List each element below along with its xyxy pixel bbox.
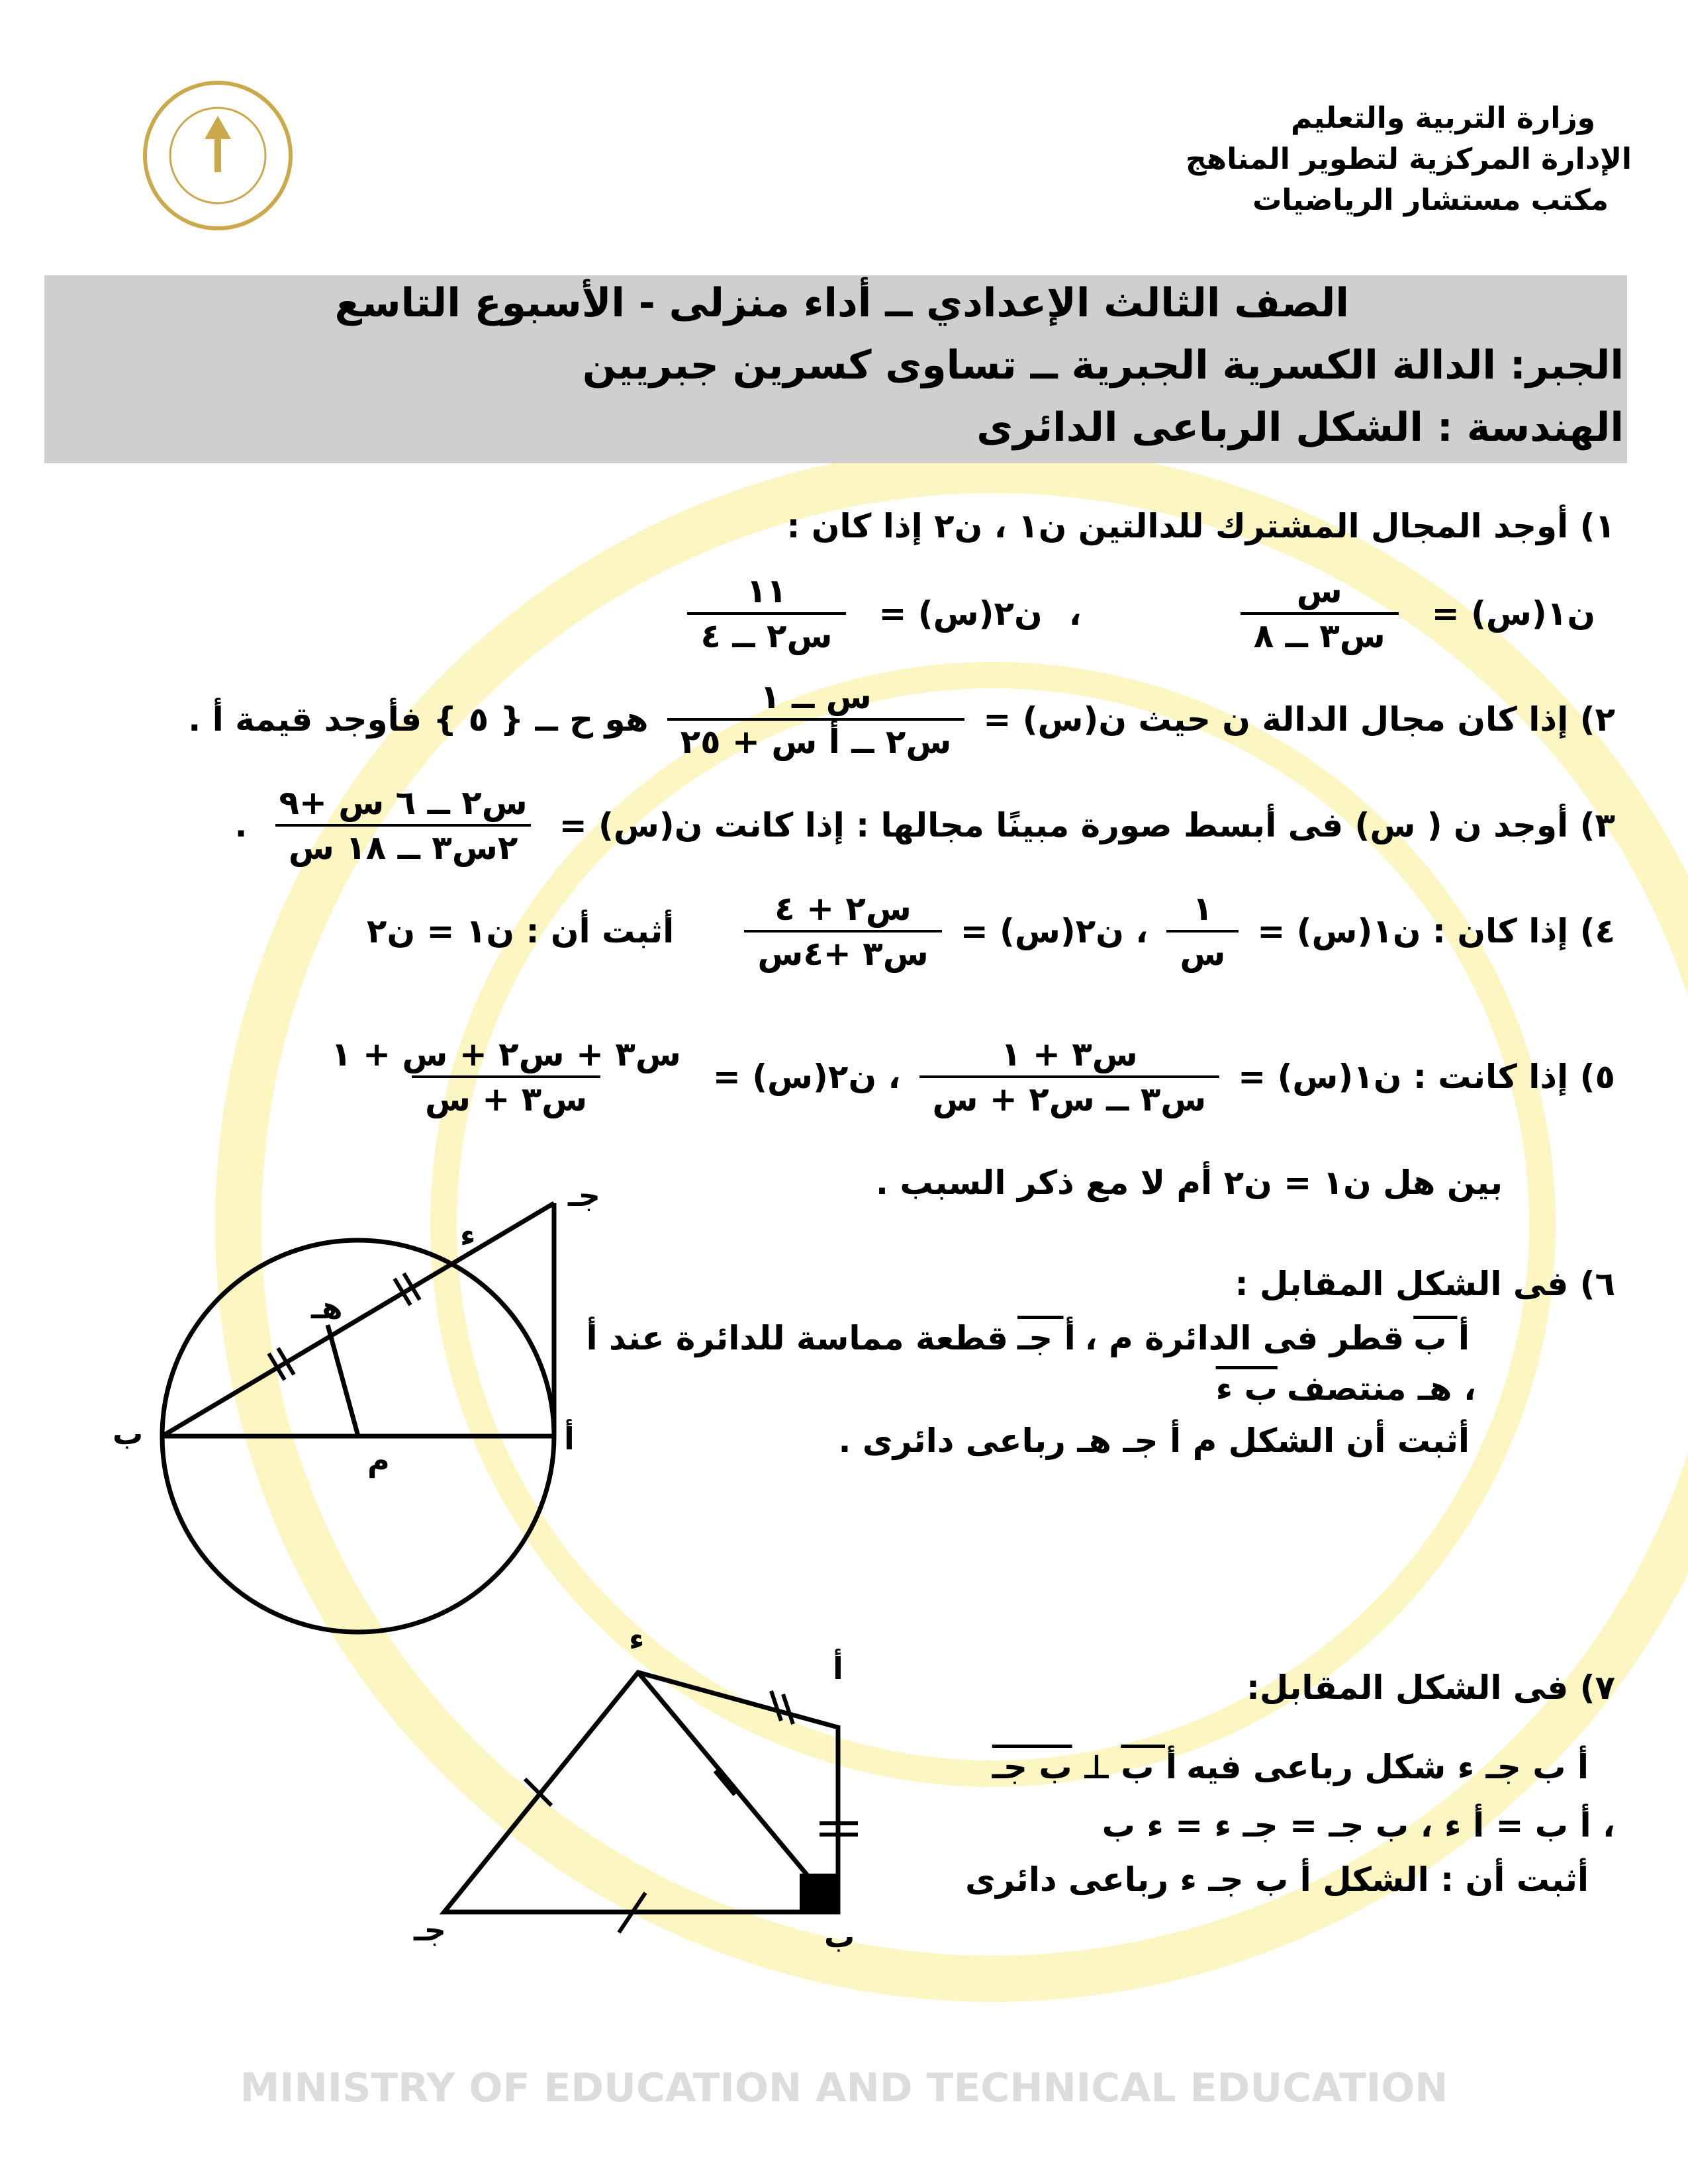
label-b: ب: [113, 1416, 144, 1451]
q6-title: ٦) فى الشكل المقابل :: [1235, 1265, 1615, 1303]
q6-line2: [1216, 1369, 1476, 1408]
q6-l1-text2: قطعة مماسة للدائرة عند أ: [586, 1319, 1009, 1357]
q5-pre: ٥) إذا كانت : ن١(س) =: [1238, 1058, 1615, 1096]
denominator: س٣ ــ س٢ + س: [919, 1075, 1220, 1118]
denominator: س٢ ــ ٤: [687, 612, 845, 655]
numerator: ١١: [746, 572, 787, 610]
numerator: س ــ ١: [760, 678, 872, 716]
q7-l1-text: أ ب جـ ء شكل رباعى فيه: [1186, 1748, 1589, 1786]
numerator: س: [1296, 572, 1342, 610]
segment-ac: أ جـ: [1017, 1319, 1076, 1357]
banner-algebra: الجبر: الدالة الكسرية الجبرية ــ تساوى كسرين جبريين: [582, 342, 1624, 388]
banner-geometry: الهندسة : الشكل الرباعى الدائرى: [976, 404, 1624, 451]
q7-title: ٧) فى الشكل المقابل:: [1246, 1668, 1615, 1707]
q4-mid: ، ن٢(س) =: [960, 912, 1149, 950]
q6-line3: [839, 1421, 1470, 1461]
numerator: س٣ + ١: [1001, 1035, 1138, 1073]
q2-pre: ٢) إذا كان مجال الدالة ن حيث ن(س) =: [983, 700, 1615, 739]
q1-separator: ،: [1068, 594, 1082, 633]
q5-line2-text: بين هل ن١ = ن٢ أم لا مع ذكر السبب .: [876, 1163, 1503, 1202]
figure-quadrilateral: [0, 0, 927, 1985]
q1-f2-lhs: ن٢(س) =: [878, 594, 1043, 633]
label-c: جـ: [414, 1912, 446, 1948]
q7-line3: [965, 1860, 1589, 1899]
label-b: ب: [824, 1919, 855, 1954]
q6-l3-text: أثبت أن الشكل م أ جـ هـ رباعى دائرى .: [838, 1422, 1470, 1460]
label-d: ء: [629, 1621, 645, 1657]
q4-pre: ٤) إذا كان : ن١(س) =: [1257, 912, 1615, 950]
q3-pre: ٣) أوجد ن ( س) فى أبسط صورة مبينًا مجالها : إذا كانت ن(س) =: [559, 806, 1615, 844]
q5-line2: [876, 1163, 1503, 1203]
denominator: س٣ ــ ٨: [1241, 612, 1399, 655]
q7-l3-text: أثبت أن : الشكل أ ب جـ ء رباعى دائرى: [965, 1860, 1589, 1899]
denominator: س: [1166, 930, 1239, 972]
label-m: م: [367, 1442, 390, 1478]
segment-bc: ب جـ: [992, 1748, 1072, 1786]
q5-f1-fraction: [919, 1036, 1220, 1118]
numerator: س٣ + س٢ + س + ١: [331, 1035, 681, 1073]
q6-l1-text: قطر فى الدائرة م ،: [1084, 1319, 1405, 1357]
denominator: س٣ +٤س: [744, 930, 941, 972]
denominator: س٢ ــ أ س + ٢٥: [667, 718, 965, 760]
q6-l2-text: ، هـ منتصف: [1286, 1369, 1476, 1408]
segment-bd: ب ء: [1215, 1369, 1278, 1408]
denominator: س٣ + س: [412, 1075, 600, 1118]
ministry-name: وزارة التربية والتعليم: [1291, 101, 1595, 135]
label-a: أ: [564, 1421, 575, 1457]
segment-ab: أ ب: [1121, 1748, 1178, 1786]
denominator: ٢س٣ ــ ١٨ س: [275, 824, 532, 866]
label-e: هـ: [311, 1290, 343, 1326]
label-a: أ: [833, 1651, 843, 1686]
watermark-text: MINISTRY OF EDUCATION AND TECHNICAL EDUCATION: [240, 2065, 1448, 2111]
q1-text: ١) أوجد المجال المشترك للدالتين ن١ ، ن٢ إذا كان :: [786, 507, 1615, 545]
question-6-title: [1235, 1264, 1615, 1304]
office-name: مكتب مستشار الرياضيات: [1252, 183, 1609, 217]
q7-line1: [992, 1747, 1589, 1787]
q2-post: هو ح ــ { ٥ } فأوجد قيمة أ .: [188, 700, 649, 739]
label-c: جـ: [568, 1177, 600, 1213]
numerator: ١: [1192, 889, 1213, 928]
q7-line2: [1102, 1805, 1615, 1845]
q7-l2-text: ، أ ب = أ ء ، ب جـ = جـ ء = ء ب: [1102, 1806, 1615, 1844]
department-name: الإدارة المركزية لتطوير المناهج: [1185, 142, 1632, 176]
perpendicular-symbol: ⊥: [1081, 1748, 1112, 1786]
label-d: ء: [460, 1217, 476, 1253]
numerator: س٢ + ٤: [774, 889, 912, 928]
q1-f1-lhs: ن١(س) =: [1431, 594, 1595, 633]
q4-post: أثبت أن : ن١ = ن٢: [366, 912, 675, 950]
question-7-title: [1246, 1668, 1615, 1707]
q4-f1-fraction: [1166, 890, 1239, 972]
q5-mid: ، ن٢(س) =: [712, 1058, 901, 1096]
segment-ab: أ ب: [1413, 1319, 1470, 1357]
banner-title: الصف الثالث الإعدادي ــ أداء منزلى - الأسبوع التاسع: [334, 280, 1349, 326]
q1-f1-fraction: [1241, 572, 1399, 655]
q3-post: .: [234, 806, 248, 844]
numerator: س٢ ــ ٦ س +٩: [279, 784, 528, 822]
